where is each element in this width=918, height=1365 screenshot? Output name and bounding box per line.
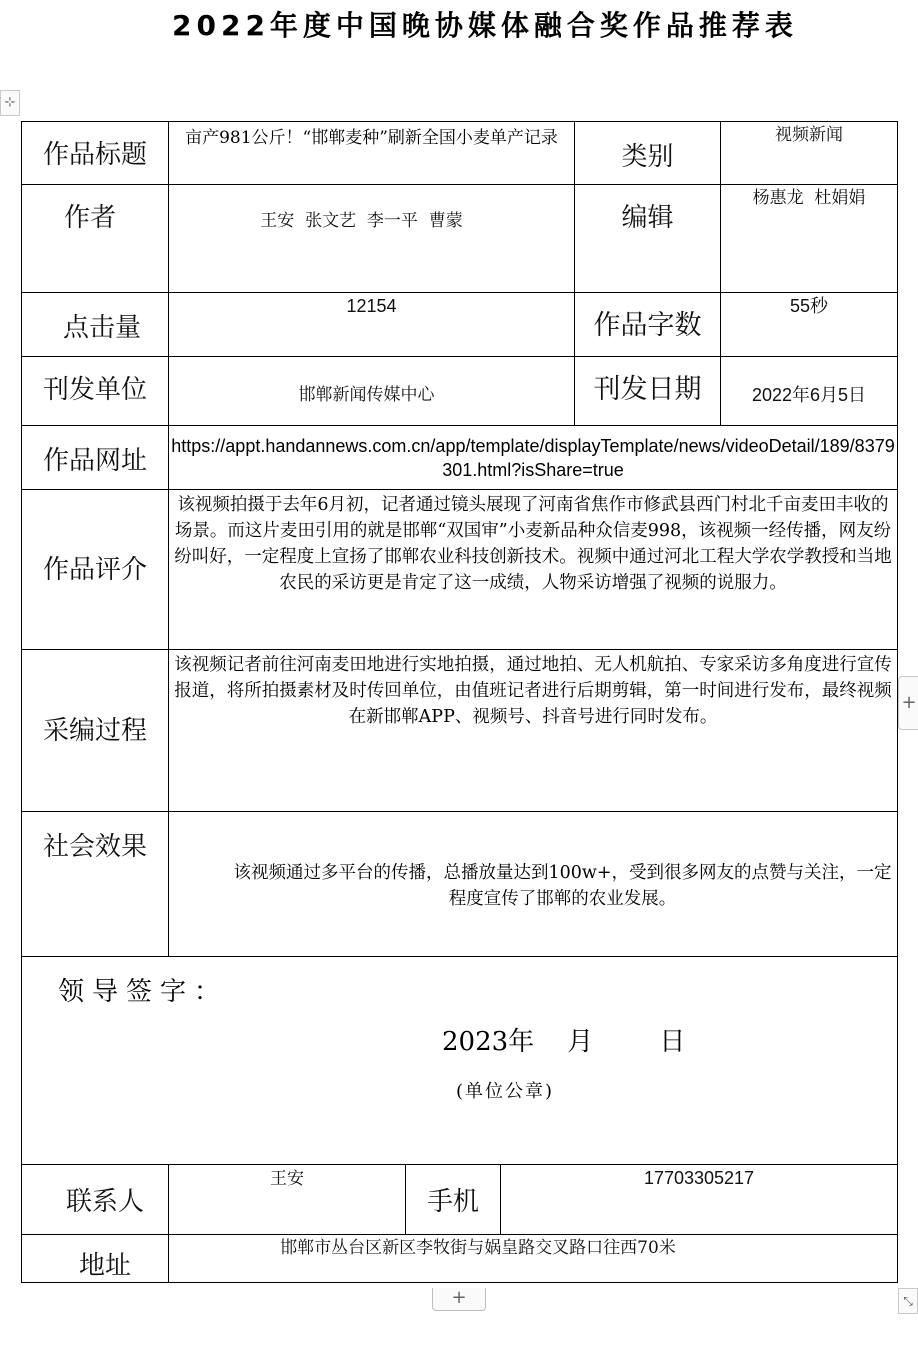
signature-date: 2023年 月 日 (442, 1027, 686, 1057)
label-cell (575, 357, 721, 426)
add-column-button[interactable]: + (898, 676, 918, 730)
phone-label: 手机 (426, 1187, 479, 1217)
phone-label-cell (406, 1165, 501, 1234)
table-row (22, 122, 898, 185)
contact-value: 王安 (270, 1169, 304, 1189)
table-row (22, 1165, 898, 1235)
table-move-handle-icon[interactable]: ⊹ (0, 90, 20, 116)
page-title: 2022年度中国晚协媒体融合奖作品推荐表 (172, 9, 798, 42)
label-cell (22, 293, 169, 357)
add-row-button[interactable]: + (432, 1288, 486, 1311)
review-label: 作品评介 (42, 554, 147, 585)
label-cell (22, 426, 169, 490)
author-label: 作者 (63, 203, 116, 233)
review-cell[interactable] (169, 490, 898, 650)
publisher-value: 邯郸新闻传媒中心 (298, 385, 435, 405)
publish-date-cell[interactable] (721, 357, 898, 426)
label-cell (575, 122, 721, 185)
publisher-label: 刊发单位 (42, 375, 147, 405)
editor-cell[interactable] (721, 185, 898, 293)
phone-row-cell (406, 1165, 898, 1235)
effect-text: 该视频通过多平台的传播，总播放量达到100w+，受到很多网友的点赞与关注，一定程度宣传了邯郸的农业发展。 (233, 863, 892, 909)
contact-label: 联系人 (65, 1187, 144, 1217)
table-resize-handle-icon[interactable]: ⤡ (898, 1288, 918, 1314)
recommendation-form-table (21, 121, 898, 1283)
phone-cell[interactable] (501, 1165, 898, 1234)
process-label: 采编过程 (42, 715, 147, 746)
table-row (22, 490, 898, 650)
editor-value: 杨惠龙 杜娟娟 (752, 188, 866, 208)
table-row (22, 650, 898, 812)
word-count-cell[interactable] (721, 293, 898, 357)
label-cell (22, 1235, 169, 1283)
label-cell (22, 490, 169, 650)
publisher-cell[interactable] (169, 357, 575, 426)
author-cell[interactable] (169, 185, 575, 293)
signature-label: 领导签字： (58, 977, 229, 1007)
address-cell[interactable] (169, 1235, 898, 1283)
table-row (22, 957, 898, 1165)
label-cell (22, 812, 169, 957)
editor-label: 编辑 (621, 203, 674, 233)
word-count-value: 55秒 (789, 296, 829, 316)
address-value: 邯郸市丛台区新区李牧街与娲皇路交叉路口往西70米 (280, 1238, 676, 1258)
table-row (22, 357, 898, 426)
seal-note: (单位公章) (456, 1081, 555, 1102)
work-title-label: 作品标题 (42, 140, 147, 170)
phone-value: 17703305217 (643, 1168, 755, 1188)
contact-cell[interactable] (169, 1165, 406, 1235)
label-cell (22, 1165, 169, 1235)
review-text: 该视频拍摄于去年6月初，记者通过镜头展现了河南省焦作市修武县西门村北千亩麦田丰收的场景。而这片麦田引用的就是邯郸“双国审”小麦新品种众信麦998，该视频一经传播，网友纷纷叫好，一定程度上宣扬了邯郸农业科技创新技术。视频中通过河北工程大学农学教授和当地农民的采访更是肯定了这一成绩，人物采访增强了视频的说服力。 (174, 495, 892, 593)
address-label: 地址 (78, 1251, 131, 1281)
signature-cell[interactable] (22, 957, 898, 1165)
category-label: 类别 (621, 142, 674, 172)
author-value: 王安 张文艺 李一平 曹蒙 (260, 211, 463, 231)
label-cell (22, 185, 169, 293)
table-row (22, 426, 898, 490)
work-title-value: 亩产981公斤！“邯郸麦种”刷新全国小麦单产记录 (185, 128, 558, 148)
table-row (22, 185, 898, 293)
publish-date-value: 2022年6月5日 (751, 385, 867, 405)
category-value: 视频新闻 (775, 125, 843, 145)
process-text: 该视频记者前往河南麦田地进行实地拍摄，通过地拍、无人机航拍、专家采访多角度进行宣传报道，将所拍摄素材及时传回单位，由值班记者进行后期剪辑，第一时间进行发布，最终视频在新邯郸APP、视频号、抖音号进行同时发布。 (174, 655, 892, 727)
table-row (22, 293, 898, 357)
word-count-label: 作品字数 (593, 310, 702, 341)
clicks-value: 12154 (346, 296, 397, 316)
label-cell (575, 293, 721, 357)
clicks-label: 点击量 (62, 313, 141, 343)
clicks-cell[interactable] (169, 293, 575, 357)
url-cell[interactable] (169, 426, 898, 490)
label-cell (575, 185, 721, 293)
effect-label: 社会效果 (42, 832, 147, 862)
process-cell[interactable] (169, 650, 898, 812)
category-cell[interactable] (721, 122, 898, 185)
label-cell (22, 122, 169, 185)
url-link[interactable]: https://appt.handannews.com.cn/app/template/displayTemplate/news/videoDetail/189/8379301.html?isShare=true (171, 436, 895, 480)
table-row (22, 1235, 898, 1283)
effect-cell[interactable] (169, 812, 898, 957)
label-cell (22, 357, 169, 426)
label-cell (22, 650, 169, 812)
table-row (22, 812, 898, 957)
publish-date-label: 刊发日期 (593, 374, 702, 405)
phone-subtable (406, 1165, 897, 1234)
url-label: 作品网址 (42, 446, 147, 476)
work-title-cell[interactable] (169, 122, 575, 185)
